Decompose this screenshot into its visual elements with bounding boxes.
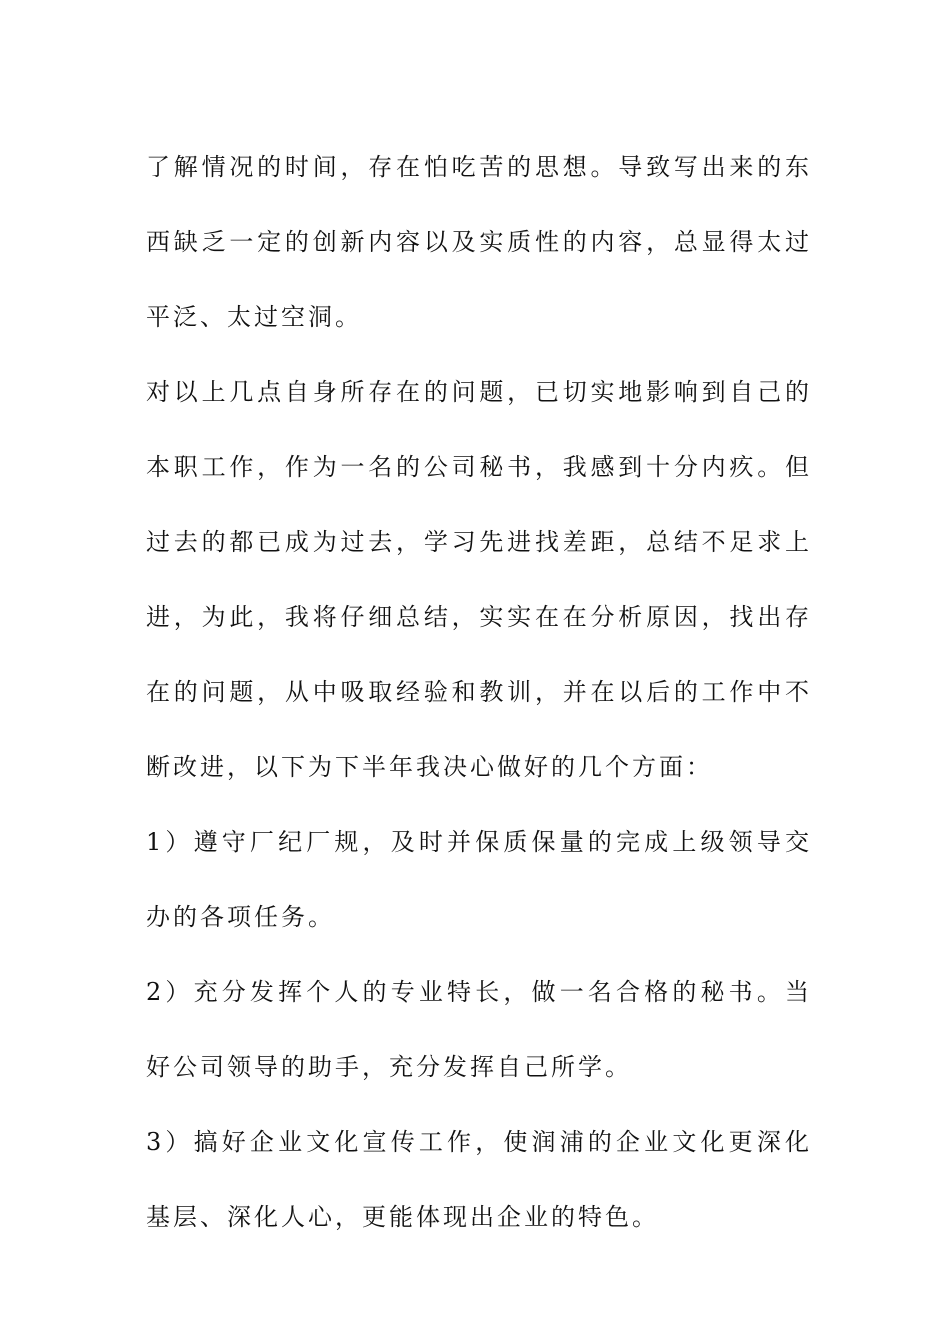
document-body	[146, 130, 812, 1255]
list-item-2: 2）充分发挥个人的专业特长，做一名合格的秘书。当好公司领导的助手，充分发挥自己所学。	[146, 978, 812, 1081]
paragraph-1: 了解情况的时间，存在怕吃苦的思想。导致写出来的东西缺乏一定的创新内容以及实质性的内容，总显得太过平泛、太过空洞。	[146, 153, 812, 331]
paragraph-2: 对以上几点自身所存在的问题，已切实地影响到自己的本职工作，作为一名的公司秘书，我感到十分内疚。但过去的都已成为过去，学习先进找差距，总结不足求上进，为此，我将仔细总结，实实在在分析原因，找出存在的问题，从中吸取经验和教训，并在以后的工作中不断改进，以下为下半年我决心做好的几个方面：	[146, 378, 812, 781]
list-item-1: 1）遵守厂纪厂规，及时并保质保量的完成上级领导交办的各项任务。	[146, 828, 812, 931]
list-item-3: 3）搞好企业文化宣传工作，使润浦的企业文化更深化基层、深化人心，更能体现出企业的特色。	[146, 1128, 812, 1231]
